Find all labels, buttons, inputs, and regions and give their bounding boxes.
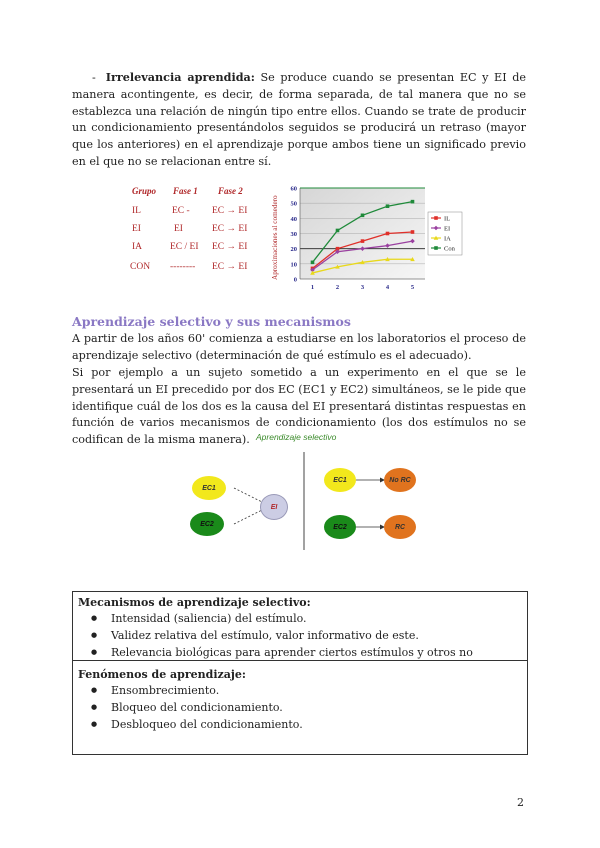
list-item: ● Desbloqueo del condicionamiento. xyxy=(73,716,527,733)
page-number: 2 xyxy=(517,796,524,809)
ec2-node: EC2 xyxy=(190,512,224,536)
no-rc-node: No RC xyxy=(384,468,416,492)
y-tick-label: 50 xyxy=(290,200,297,208)
x-tick-label: 1 xyxy=(310,284,315,291)
legend-label: Con xyxy=(444,245,455,253)
section-title: Aprendizaje selectivo y sus mecanismos xyxy=(72,314,351,329)
data-point xyxy=(386,232,390,236)
legend-label: EI xyxy=(444,225,451,233)
table-cell: EI xyxy=(174,224,183,234)
list-item: ● Validez relativa del estímulo, valor informativo de este. xyxy=(73,627,527,644)
line-chart xyxy=(268,182,468,300)
arrow-ec1-ei xyxy=(234,488,262,502)
data-point xyxy=(311,261,315,265)
legend-label: IA xyxy=(444,235,451,243)
legend-label: IL xyxy=(444,215,451,223)
data-point xyxy=(434,216,438,220)
data-point xyxy=(361,214,365,218)
table-cell: CON xyxy=(130,262,151,272)
table-header-grupo: Grupo xyxy=(132,186,157,196)
data-point xyxy=(386,204,390,208)
table-cell: EI xyxy=(132,224,141,234)
table-cell: EC → EI xyxy=(212,242,248,252)
table-cell: EC / EI xyxy=(170,242,199,252)
table-cell: -------- xyxy=(170,262,196,272)
x-tick-label: 2 xyxy=(335,284,340,291)
legend xyxy=(428,212,462,255)
groups-table xyxy=(120,186,280,286)
table-cell: EC → EI xyxy=(212,262,248,272)
list-item: ● Relevancia biológicas para aprender ciertos estímulos y otros no xyxy=(73,644,527,661)
phenomena-box xyxy=(72,660,528,755)
table-cell: EC - xyxy=(172,206,190,216)
x-tick-label: 5 xyxy=(410,284,415,291)
phenomena-title: Fenómenos de aprendizaje: xyxy=(78,668,246,681)
section-paragraph-2: Si por ejemplo a un sujeto sometido a un experimento en el que se le presentará un EI precedido por dos EC (EC1 y EC2) simultáneos, se le pide que identifique cuál de los dos es la causa del EI presentará distintas respuestas en función de varios mecanismos de condicionamiento (los dos estímulos no se codifican de la misma manera). xyxy=(72,366,526,447)
data-point xyxy=(411,200,415,204)
data-point xyxy=(336,229,340,233)
list-item: ● Bloqueo del condicionamiento. xyxy=(73,699,527,716)
data-point xyxy=(434,246,438,250)
arrow-ec2-ei xyxy=(234,510,262,524)
list-item: ● Intensidad (saliencia) del estímulo. xyxy=(73,610,527,627)
mechanisms-list xyxy=(73,610,527,661)
table-header-fase2: Fase 2 xyxy=(218,186,243,196)
ec1-node: EC1 xyxy=(192,476,226,500)
chart-ylabel: Aproximaciones al comedero xyxy=(271,195,279,280)
ec2-node-right: EC2 xyxy=(324,515,356,539)
y-tick-label: 0 xyxy=(293,276,297,284)
list-item: ● Ensombrecimiento. xyxy=(73,682,527,699)
y-tick-label: 40 xyxy=(290,215,297,223)
rc-node: RC xyxy=(384,515,416,539)
x-tick-label: 4 xyxy=(385,284,390,291)
y-tick-label: 60 xyxy=(290,185,297,193)
y-tick-label: 10 xyxy=(290,261,297,269)
intro-text: Se produce cuando se presentan EC y EI de manera acontingente, es decir, de forma separada, de tal manera que no se establezca una relación de ningún tipo entre ellos. Cuando se trate de producir un condicionamiento presentándolos seguidos se producirá un retraso (mayor que los anteriores) en el aprendizaje porque ambos tiene un significado previo en el que no se relacionan entre sí. xyxy=(72,71,526,168)
dash-bullet: - xyxy=(92,71,96,84)
ec1-node-right: EC1 xyxy=(324,468,356,492)
y-tick-label: 20 xyxy=(290,246,297,254)
mechanisms-title: Mecanismos de aprendizaje selectivo: xyxy=(78,596,311,609)
phenomena-list xyxy=(73,682,527,733)
ei-node: EI xyxy=(260,494,288,520)
y-tick-label: 30 xyxy=(290,231,297,238)
mechanisms-box xyxy=(72,591,528,661)
data-point xyxy=(361,239,365,243)
table-cell: EC → EI xyxy=(212,206,248,216)
diagram-title: Aprendizaje selectivo xyxy=(256,432,337,442)
table-cell: EC → EI xyxy=(212,224,248,234)
data-point xyxy=(411,230,415,234)
term-irrelevancia: Irrelevancia aprendida: xyxy=(105,70,255,84)
table-cell: IA xyxy=(132,242,143,252)
diagram-lines xyxy=(180,450,480,570)
intro-paragraph xyxy=(72,69,526,171)
x-tick-label: 3 xyxy=(360,284,365,291)
table-header-fase1: Fase 1 xyxy=(173,186,198,196)
table-cell: IL xyxy=(132,206,141,216)
section-paragraph-1: A partir de los años 60' comienza a estudiarse en los laboratorios el proceso de aprendizaje selectivo (determinación de qué estímulo es el adecuado). xyxy=(72,332,526,362)
